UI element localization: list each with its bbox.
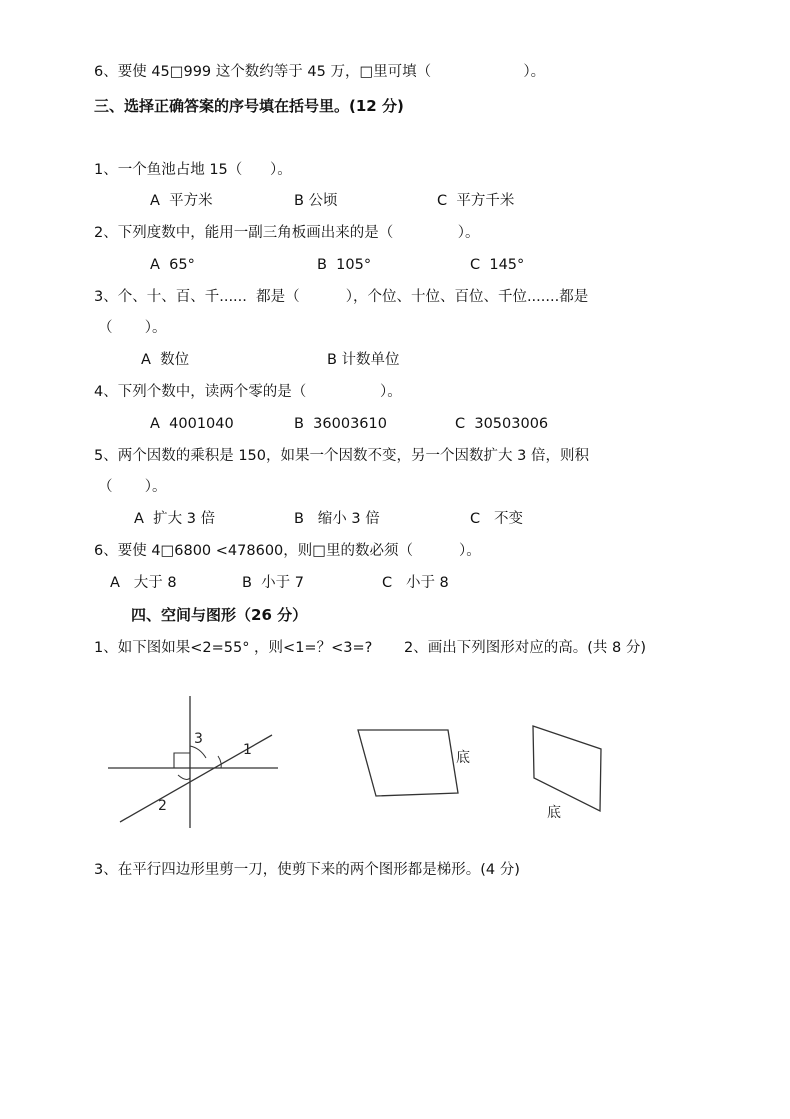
question-3-1: 1、一个鱼池占地 15（ ）。 — [94, 162, 292, 178]
option-3-3-a: A 数位 — [141, 352, 190, 368]
section-3-title: 三、选择正确答案的序号填在括号里。(12 分) — [94, 97, 404, 115]
label-1: 1 — [243, 742, 252, 758]
question-3-3-cont: （ ）。 — [98, 320, 167, 336]
angle-figure — [100, 690, 290, 835]
parallelogram-2 — [533, 726, 601, 811]
right-angle-mark — [174, 753, 190, 768]
question-3-3: 3、个、十、百、千...... 都是（ ），个位、十位、百位、千位.......都是 — [94, 289, 589, 305]
section-4-title: 四、空间与图形（26 分） — [131, 606, 308, 624]
question-4-1: 1、如下图如果<2=55° ，则<1=？<3=? — [94, 640, 373, 656]
question-4-3: 3、在平行四边形里剪一刀，使剪下来的两个图形都是梯形。(4 分) — [94, 862, 520, 878]
option-3-1-b: B 公顷 — [294, 193, 338, 209]
question-4-2: 2、画出下列图形对应的高。(共 8 分) — [404, 640, 646, 656]
parallelogram-figure-2 — [525, 718, 615, 826]
angle-3-arc — [190, 746, 206, 758]
option-3-4-a: A 4001040 — [150, 416, 234, 432]
option-3-6-b: B 小于 7 — [242, 575, 305, 591]
option-3-6-a: A 大于 8 — [110, 575, 177, 591]
option-3-2-b: B 105° — [317, 257, 372, 273]
parallelogram-figure-1 — [350, 722, 480, 804]
question-3-5-cont: （ ）。 — [98, 479, 167, 495]
option-3-2-c: C 145° — [470, 257, 525, 273]
question-3-6: 6、要使 4□6800 <478600，则□里的数必须（ ）。 — [94, 543, 481, 559]
option-3-1-c: C 平方千米 — [437, 193, 515, 209]
question-3-2: 2、下列度数中，能用一副三角板画出来的是（ ）。 — [94, 225, 480, 241]
option-3-5-b: B 缩小 3 倍 — [294, 511, 380, 527]
option-3-4-c: C 30503006 — [455, 416, 549, 432]
option-3-2-a: A 65° — [150, 257, 195, 273]
question-2-6: 6、要使 45□999 这个数约等于 45 万，□里可填（ ）。 — [94, 64, 546, 80]
option-3-5-a: A 扩大 3 倍 — [134, 511, 216, 527]
label-2: 2 — [158, 798, 167, 814]
question-3-5: 5、两个因数的乘积是 150，如果一个因数不变，另一个因数扩大 3 倍，则积 — [94, 448, 589, 464]
parallelogram-1 — [358, 730, 458, 796]
option-3-3-b: B 计数单位 — [327, 352, 400, 368]
angle-2-arc — [178, 775, 190, 779]
label-3: 3 — [194, 731, 203, 747]
option-3-4-b: B 36003610 — [294, 416, 387, 432]
option-3-1-a: A 平方米 — [150, 193, 213, 209]
base-label-2: 底 — [547, 805, 561, 821]
option-3-6-c: C 小于 8 — [382, 575, 449, 591]
base-label-1: 底 — [456, 750, 470, 766]
question-3-4: 4、下列个数中，读两个零的是（ ）。 — [94, 384, 402, 400]
option-3-5-c: C 不变 — [470, 511, 523, 527]
